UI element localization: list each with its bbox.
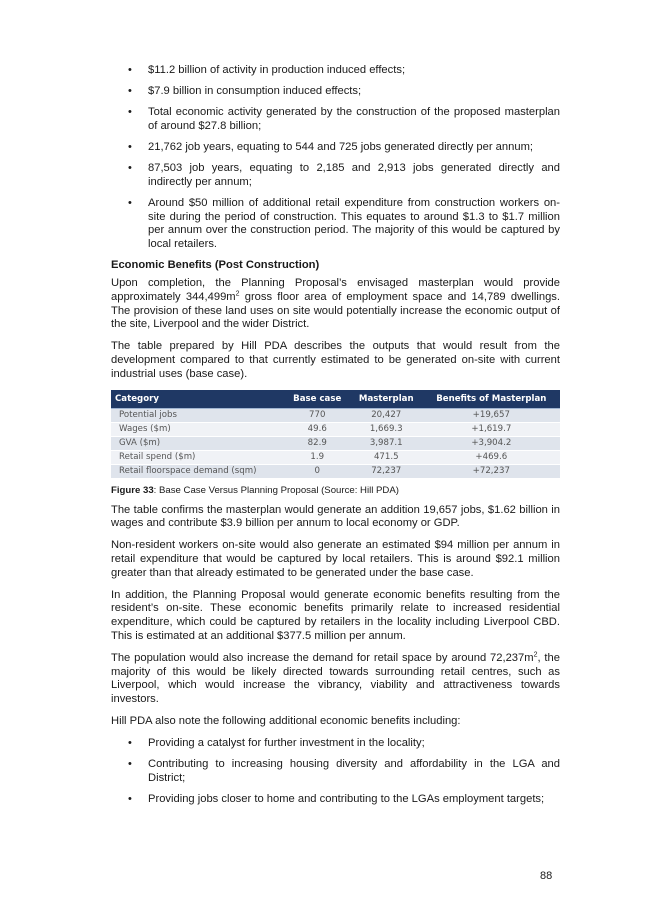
column-header: Benefits of Masterplan <box>423 390 560 409</box>
table-row <box>111 408 560 422</box>
figure-caption: Figure 33: Base Case Versus Planning Proposal (Source: Hill PDA) <box>111 484 399 496</box>
table-cell: Potential jobs <box>111 408 285 422</box>
table-cell: 0 <box>285 464 350 478</box>
table-cell: 1.9 <box>285 450 350 464</box>
paragraph-table-intro: The table prepared by Hill PDA describes the outputs that would result from the development compared to that currently estimated to be generated on-site with current industrial uses (base case). <box>111 340 560 380</box>
list-item: • 21,762 job years, equating to 544 and 725 jobs generated directly per annum; <box>128 141 533 154</box>
bullet-list-additional <box>111 737 560 807</box>
paragraph-non-resident: Non-resident workers on-site would also generate an estimated $94 million per annum in retail expenditure that would be captured by local retailers. This is around $92.1 million greater than that already estimated to be generated under the base case. <box>111 539 560 579</box>
paragraph-additional-intro: Hill PDA also note the following additional economic benefits including: <box>111 715 461 728</box>
column-header: Base case <box>285 390 350 409</box>
bullet-icon: • <box>128 162 132 175</box>
list-item: • $7.9 billion in consumption induced effects; <box>128 85 362 98</box>
table-cell: +469.6 <box>423 450 560 464</box>
table-row <box>111 450 560 464</box>
list-item: • $11.2 billion of activity in production induced effects; <box>128 64 406 76</box>
table-header-row <box>111 390 560 409</box>
section-heading: Economic Benefits (Post Construction) <box>111 259 320 272</box>
table-cell: 770 <box>285 408 350 422</box>
outputs-table <box>111 390 560 479</box>
paragraph-table-summary: The table confirms the masterplan would generate an addition 19,657 jobs, $1.62 billion in wages and contribute $3.9 billion per annum to local economy or GDP. <box>111 503 560 530</box>
table-cell: 20,427 <box>350 408 423 422</box>
bullet-list-construction <box>111 64 560 252</box>
table-cell: +72,237 <box>423 464 560 478</box>
table-cell: Retail spend ($m) <box>111 450 285 464</box>
bullet-icon: • <box>128 736 132 749</box>
table-cell: 49.6 <box>285 422 350 436</box>
paragraph-resident-benefits: In addition, the Planning Proposal would generate economic benefits resulting from the resident’s on-site. These economic benefits primarily relate to increased residential expenditure, which could be captured by retailers in the locality including Liverpool CBD. This is estimated at an additional $377.5 million per annum. <box>111 588 560 643</box>
table-cell: +3,904.2 <box>423 436 560 450</box>
column-header: Category <box>111 390 285 409</box>
table-cell: 3,987.1 <box>350 436 423 450</box>
table-cell: Retail floorspace demand (sqm) <box>111 464 285 478</box>
list-item: • 87,503 job years, equating to 2,185 and 2,913 jobs generated directly and indirectly per annum; <box>128 162 560 188</box>
table-row <box>111 436 560 450</box>
paragraph-retail-demand: The population would also increase the demand for retail space by around $72,237m^2$, the majority of this would be likely directed towards surrounding retail centres, such as Liverpool, which would increase the vibrancy, viability and attractiveness towards investors. <box>111 651 560 706</box>
document-page <box>111 64 560 814</box>
bullet-icon: • <box>128 197 132 210</box>
table-cell: GVA ($m) <box>111 436 285 450</box>
table-cell: 471.5 <box>350 450 423 464</box>
bullet-icon: • <box>128 141 132 154</box>
table-cell: 82.9 <box>285 436 350 450</box>
column-header: Masterplan <box>350 390 423 409</box>
table-cell: Wages ($m) <box>111 422 285 436</box>
list-item: • Around $50 million of additional retail expenditure from construction workers on-site during the period of construction. This equates to around $1.3 to $1.7 million per annum over the construction period. The majority of this would be captured by local retailers. <box>128 197 560 250</box>
bullet-icon: • <box>128 106 132 119</box>
bullet-icon: • <box>128 64 132 76</box>
table-row <box>111 464 560 478</box>
table-row <box>111 422 560 436</box>
list-item: • Providing jobs closer to home and contributing to the LGAs employment targets; <box>128 792 545 805</box>
list-item: • Total economic activity generated by the construction of the proposed masterplan of around $27.8 billion; <box>128 106 560 132</box>
page-number: 88 <box>540 870 553 882</box>
table-cell: +19,657 <box>423 408 560 422</box>
bullet-icon: • <box>128 85 132 98</box>
list-item: • Providing a catalyst for further investment in the locality; <box>128 736 425 749</box>
table-cell: +1,619.7 <box>423 422 560 436</box>
table-cell: 1,669.3 <box>350 422 423 436</box>
list-item: • Contributing to increasing housing diversity and affordability in the LGA and District; <box>128 758 560 784</box>
table-cell: 72,237 <box>350 464 423 478</box>
bullet-icon: • <box>128 792 132 805</box>
bullet-icon: • <box>128 758 132 771</box>
paragraph-completion: Upon completion, the Planning Proposal’s envisaged masterplan would provide approximately $344,499m^2$ gross floor area of employment space and 14,789 dwellings. The provision of these land uses on site would potentially increase the economic output of the site, Liverpool and the wider District. <box>111 277 560 331</box>
